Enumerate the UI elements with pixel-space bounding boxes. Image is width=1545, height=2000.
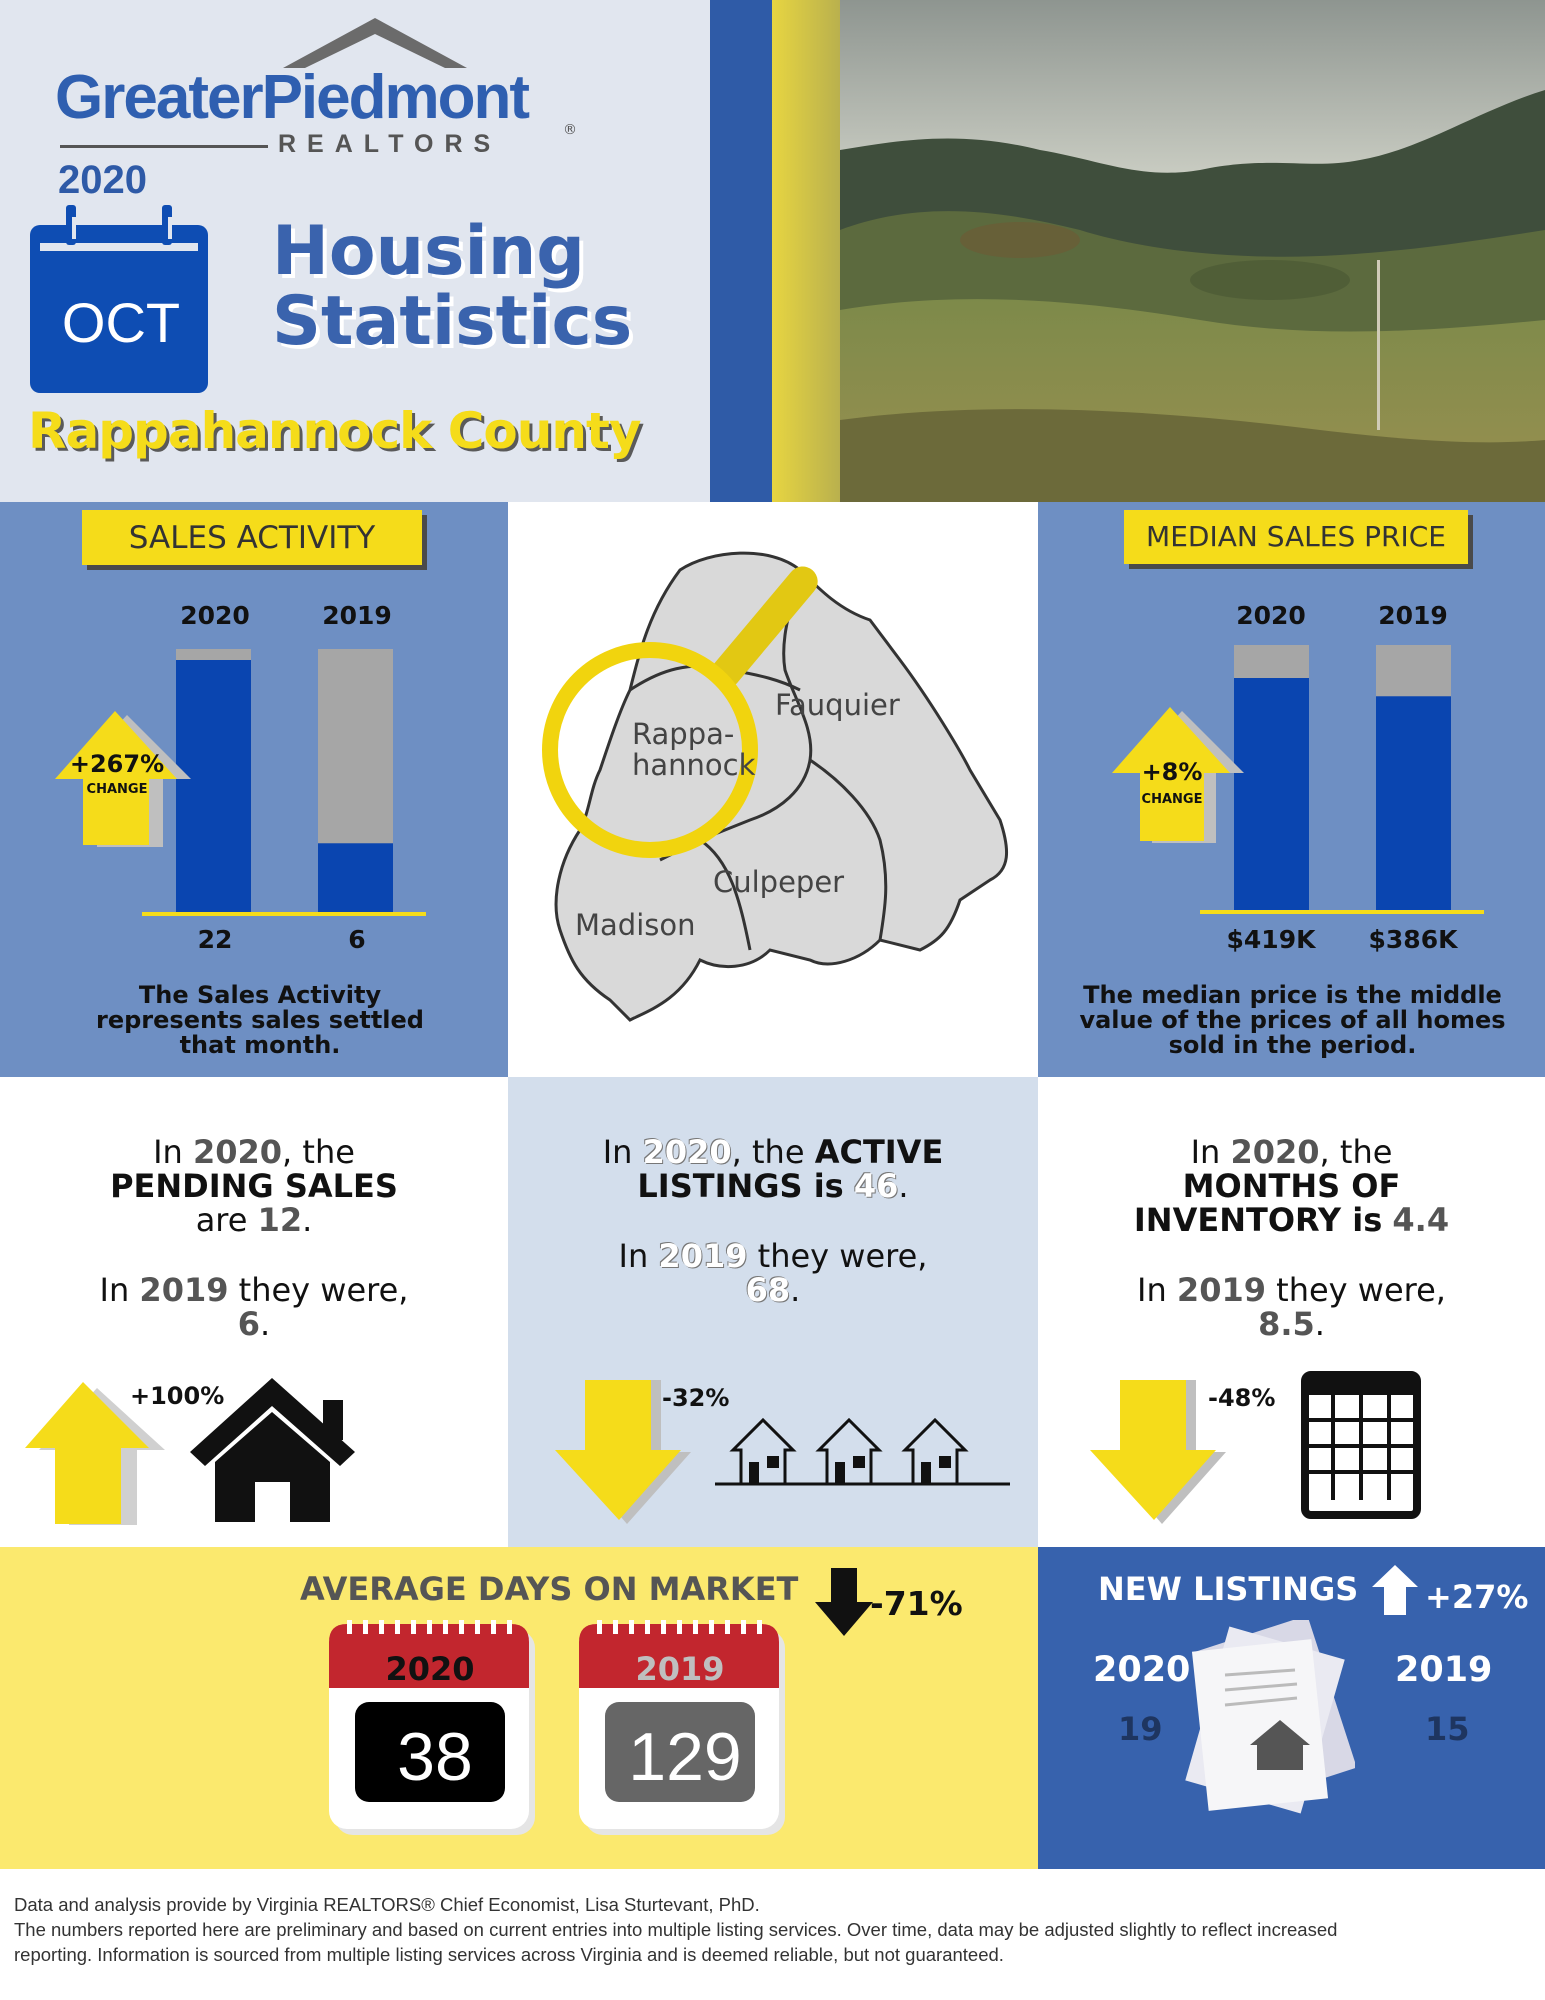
landscape-photo	[840, 0, 1545, 502]
map-label-culpeper: Culpeper	[713, 865, 845, 899]
median-change-label: CHANGE	[1141, 792, 1203, 807]
down-arrow-icon	[815, 1568, 875, 1638]
calendar-grid-icon	[1295, 1370, 1435, 1520]
months-prev-value: 8.5.	[1258, 1305, 1325, 1343]
pending-pct-change: +100%	[130, 1382, 225, 1410]
page-title-line2: Statistics	[272, 282, 633, 361]
median-value-2020: $419K	[1226, 925, 1316, 954]
sales-desc-1: The Sales Activity	[138, 981, 382, 1009]
median-year-2019: 2019	[1378, 601, 1448, 630]
median-year-2020: 2020	[1236, 601, 1306, 630]
sales-value-2020: 22	[197, 925, 233, 954]
days-on-market-title: AVERAGE DAYS ON MARKET	[300, 1570, 799, 1608]
sales-year-2019: 2019	[322, 601, 392, 630]
pending-line1: In 2020, the	[153, 1133, 355, 1171]
new-listings-pct-change: +27%	[1425, 1578, 1529, 1616]
pending-prev-value: 6.	[237, 1305, 271, 1343]
active-prev-value: 68.	[745, 1271, 801, 1309]
map-label-fauquier: Fauquier	[775, 688, 900, 722]
header-stripe-yellow	[772, 0, 840, 502]
active-line1: In 2020, the ACTIVE	[602, 1133, 944, 1171]
months-label1: MONTHS OF	[1182, 1167, 1401, 1205]
months-line1: In 2020, the	[1190, 1133, 1393, 1171]
new-listings-value-2019: 15	[1425, 1710, 1470, 1748]
house-icon	[185, 1370, 360, 1525]
median-desc-1: The median price is the middle	[1083, 981, 1502, 1009]
sales-pct-change: +267%	[69, 750, 165, 778]
new-listings-year-2020: 2020	[1093, 1650, 1191, 1690]
pending-prev-line: In 2019 they were,	[99, 1271, 409, 1309]
sales-activity-tag: SALES ACTIVITY	[82, 510, 422, 565]
sales-chart-baseline	[142, 912, 426, 916]
sales-value-2019: 6	[348, 925, 366, 954]
new-listings-title: NEW LISTINGS	[1098, 1570, 1359, 1608]
active-pct-change: -32%	[662, 1384, 730, 1412]
months-pct-change: -48%	[1208, 1384, 1276, 1412]
dom-year-2019: 2019	[635, 1650, 725, 1688]
map-label-rappahannock-2: hannock	[632, 748, 756, 782]
dom-value-2019: 129	[628, 1719, 742, 1795]
pending-value-line: are 12.	[195, 1201, 313, 1239]
median-desc-2: value of the prices of all homes	[1079, 1006, 1506, 1034]
months-prev-line: In 2019 they were,	[1137, 1271, 1446, 1309]
sales-desc-3: that month.	[179, 1031, 341, 1059]
footer-line-1: Data and analysis provide by Virginia REALTORS® Chief Economist, Lisa Sturtevant, PhD.	[14, 1894, 760, 1915]
median-chart-baseline	[1200, 910, 1484, 914]
map-label-rappahannock-1: Rappa-	[632, 717, 735, 751]
active-line2: LISTINGS is 46.	[637, 1167, 909, 1205]
bar-2019	[1376, 696, 1451, 910]
logo-subtitle: REALTORS	[278, 130, 502, 158]
footer-line-3: reporting. Information is sourced from multiple listing services across Virginia and is deemed reliable, but not guaranteed.	[14, 1944, 1004, 1965]
pending-label: PENDING SALES	[110, 1167, 398, 1205]
months-label2: INVENTORY is 4.4	[1133, 1201, 1450, 1239]
sales-desc-2: represents sales settled	[96, 1006, 424, 1034]
active-prev-line: In 2019 they were,	[618, 1237, 928, 1275]
documents-icon	[1165, 1620, 1355, 1820]
median-desc-3: sold in the period.	[1168, 1031, 1417, 1059]
sales-change-label: CHANGE	[86, 782, 148, 797]
median-pct-change: +8%	[1141, 758, 1203, 786]
median-value-2019: $386K	[1368, 925, 1458, 954]
footer-line-2: The numbers reported here are preliminary and based on current entries into multiple listing services. Over time, data may be adjusted slightly to reflect increased	[14, 1919, 1338, 1940]
bar-2019	[318, 843, 393, 912]
days-on-market-pct-change: -71%	[870, 1584, 963, 1623]
dom-value-2020: 38	[397, 1719, 473, 1795]
new-listings-value-2020: 19	[1118, 1710, 1163, 1748]
logo-name: GreaterPiedmont	[55, 63, 529, 132]
logo-divider	[60, 145, 268, 148]
median-price-tag: MEDIAN SALES PRICE	[1124, 510, 1468, 564]
sales-year-2020: 2020	[180, 601, 250, 630]
report-month: OCT	[61, 291, 181, 354]
logo-registered-mark: ®	[563, 122, 577, 138]
report-year: 2020	[58, 158, 147, 202]
page-title-line1: Housing	[272, 212, 585, 291]
header-stripe-blue	[710, 0, 772, 502]
new-listings-year-2019: 2019	[1395, 1650, 1493, 1690]
dom-year-2020: 2020	[385, 1650, 475, 1688]
county-map	[540, 530, 1010, 1030]
up-arrow-icon	[1370, 1565, 1420, 1615]
houses-row-icon	[715, 1410, 1015, 1490]
county-name: Rappahannock County	[28, 402, 641, 460]
map-label-madison: Madison	[575, 908, 696, 942]
footer	[14, 1892, 1534, 1967]
